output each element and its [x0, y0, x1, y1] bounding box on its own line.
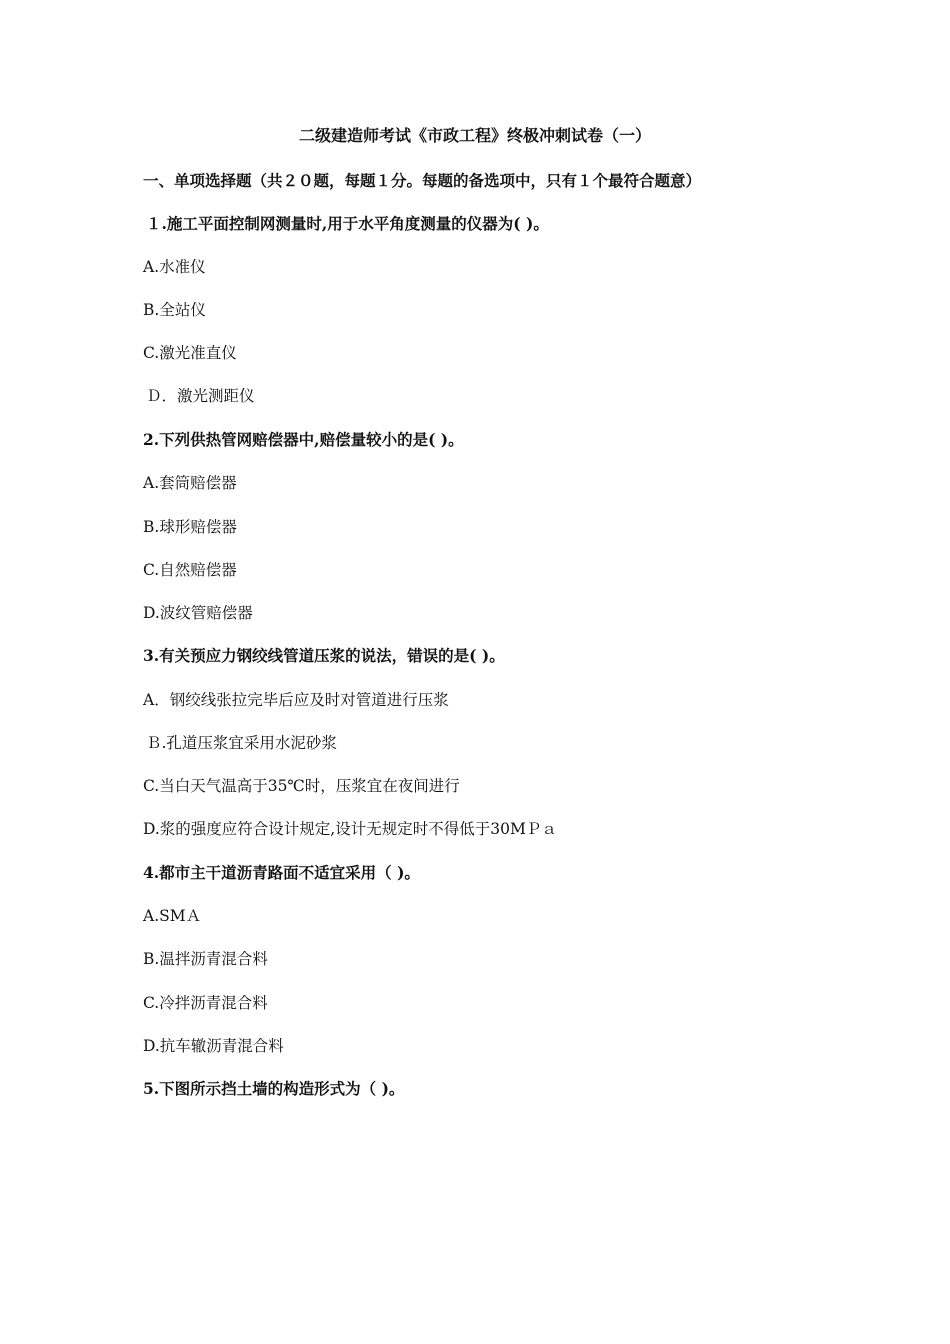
- question-1-option-b: B.全站仪: [143, 301, 206, 319]
- question-2-option-b: B.球形赔偿器: [143, 518, 237, 536]
- question-1-option-d: Ｄ．激光测距仪: [146, 387, 255, 405]
- section-heading: 一、单项选择题（共２０题，每题１分。每题的备选项中，只有１个最符合题意）: [143, 171, 702, 190]
- question-3-option-a: A．钢绞线张拉完毕后应及时对管道进行压浆: [143, 691, 449, 709]
- question-5-stem: 5.下图所示挡土墙的构造形式为（ )。: [143, 1079, 405, 1098]
- question-2-option-d: D.波纹管赔偿器: [143, 604, 253, 622]
- question-1-option-c: C.激光准直仪: [143, 344, 237, 362]
- question-4-option-d: D.抗车辙沥青混合料: [143, 1037, 284, 1055]
- question-1-stem: １.施工平面控制网测量时,用于水平角度测量的仪器为( )。: [146, 214, 549, 233]
- question-4-option-b: B.温拌沥青混合料: [143, 950, 268, 968]
- page-title: 二级建造师考试《市政工程》终极冲刺试卷（一）: [298, 126, 651, 145]
- question-4-stem: 4.都市主干道沥青路面不适宜采用（ )。: [143, 863, 420, 882]
- question-2-stem: 2.下列供热管网赔偿器中,赔偿量较小的是( )。: [143, 430, 464, 449]
- question-2-option-c: C.自然赔偿器: [143, 561, 237, 579]
- question-3-option-b: Ｂ.孔道压浆宜采用水泥砂浆: [146, 734, 337, 752]
- question-1-option-a: A.水准仪: [143, 258, 206, 276]
- question-2-option-a: A.套筒赔偿器: [143, 474, 237, 492]
- question-4-option-a: A.SMＡ: [143, 907, 202, 925]
- question-3-stem: 3.有关预应力钢绞线管道压浆的说法，错误的是( )。: [143, 646, 505, 665]
- question-3-option-d: D.浆的强度应符合设计规定,设计无规定时不得低于30MＰａ: [143, 820, 557, 838]
- question-3-option-c: C.当白天气温高于35℃时，压浆宜在夜间进行: [143, 777, 460, 795]
- question-4-option-c: C.冷拌沥青混合料: [143, 994, 268, 1012]
